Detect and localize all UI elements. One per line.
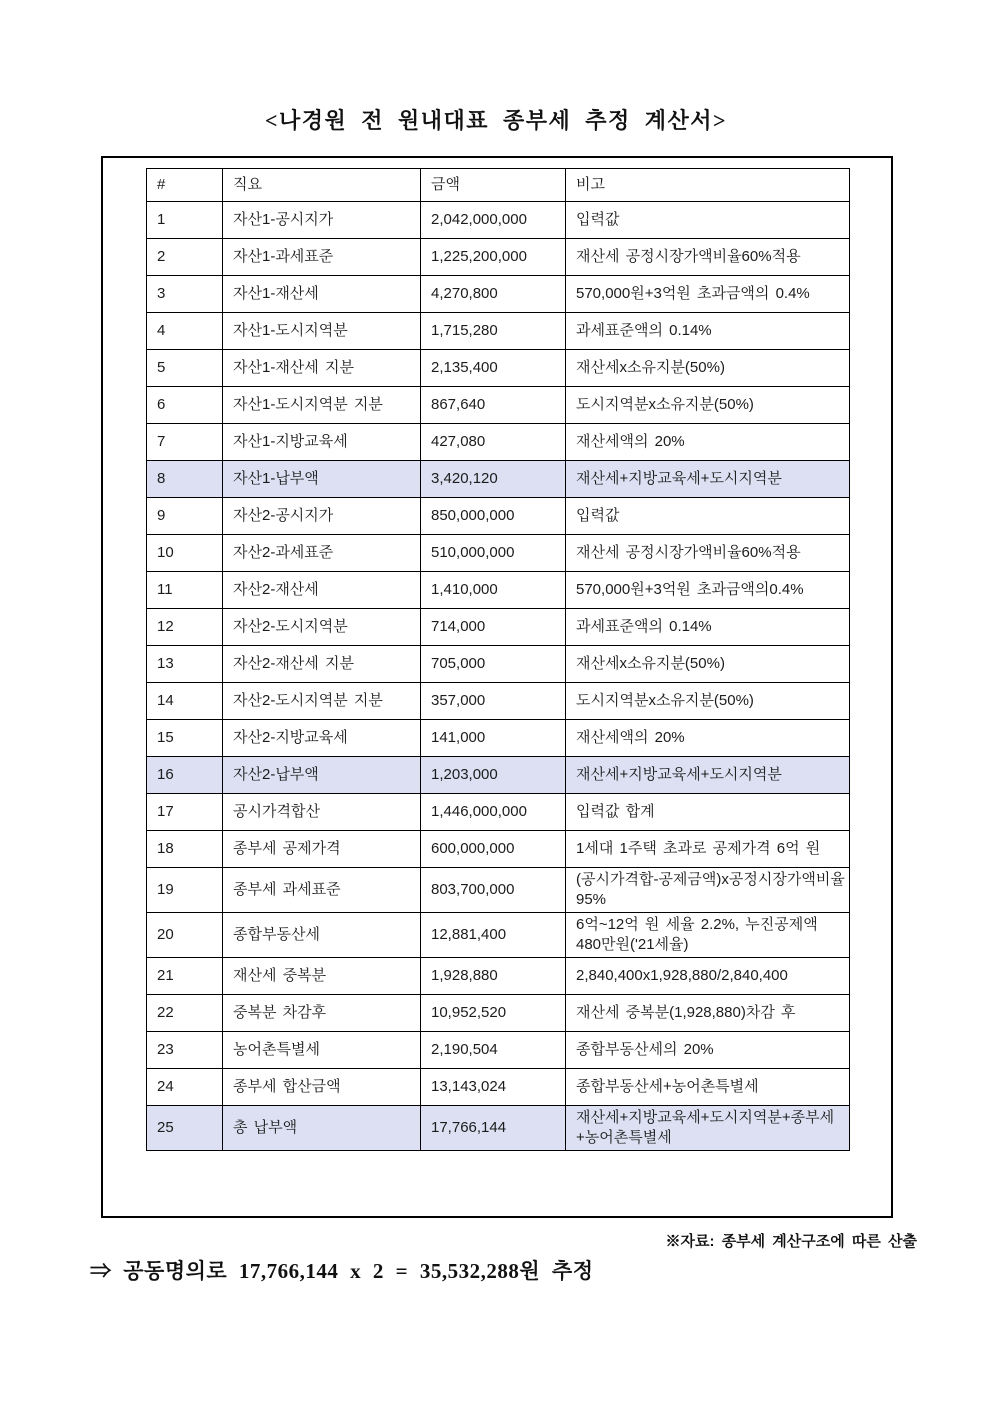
cell-note: 재산세 공정시장가액비율60%적용: [566, 535, 850, 572]
cell-item: 자산1-지방교육세: [223, 424, 421, 461]
cell-no: 15: [147, 720, 223, 757]
cell-item: 자산1-재산세 지분: [223, 350, 421, 387]
cell-note: 도시지역분x소유지분(50%): [566, 683, 850, 720]
cell-note: 입력값: [566, 202, 850, 239]
cell-amount: 2,135,400: [421, 350, 566, 387]
cell-note: 570,000원+3억원 초과금액의0.4%: [566, 572, 850, 609]
cell-amount: 867,640: [421, 387, 566, 424]
cell-note: 재산세 공정시장가액비율60%적용: [566, 239, 850, 276]
cell-item: 자산2-재산세 지분: [223, 646, 421, 683]
cell-no: 22: [147, 995, 223, 1032]
cell-note: 종합부동산세+농어촌특별세: [566, 1069, 850, 1106]
cell-no: 18: [147, 831, 223, 868]
cell-no: 4: [147, 313, 223, 350]
cell-item: 자산2-재산세: [223, 572, 421, 609]
summary-line: ⇒ 공동명의로 17,766,144 x 2 = 35,532,288원 추정: [90, 1259, 594, 1283]
cell-note: 재산세+지방교육세+도시지역분+종부세+농어촌특별세: [566, 1106, 850, 1151]
cell-no: 23: [147, 1032, 223, 1069]
table-row: [147, 572, 850, 609]
column-header-item: 직요: [223, 169, 421, 202]
cell-note: 570,000원+3억원 초과금액의 0.4%: [566, 276, 850, 313]
cell-no: 20: [147, 913, 223, 958]
cell-note: 재산세액의 20%: [566, 720, 850, 757]
cell-no: 10: [147, 535, 223, 572]
cell-item: 자산1-도시지역분 지분: [223, 387, 421, 424]
cell-amount: 714,000: [421, 609, 566, 646]
cell-no: 8: [147, 461, 223, 498]
cell-item: 자산1-공시지가: [223, 202, 421, 239]
table-row: [147, 995, 850, 1032]
cell-no: 19: [147, 868, 223, 913]
cell-note: 재산세+지방교육세+도시지역분: [566, 757, 850, 794]
cell-amount: 2,042,000,000: [421, 202, 566, 239]
table-row: [147, 794, 850, 831]
table-row: [147, 387, 850, 424]
source-note: ※자료: 종부세 계산구조에 따른 산출: [665, 1233, 917, 1250]
cell-amount: 1,410,000: [421, 572, 566, 609]
cell-amount: 1,928,880: [421, 958, 566, 995]
table-row: [147, 1032, 850, 1069]
cell-amount: 427,080: [421, 424, 566, 461]
cell-no: 12: [147, 609, 223, 646]
cell-item: 공시가격합산: [223, 794, 421, 831]
cell-no: 2: [147, 239, 223, 276]
cell-amount: 2,190,504: [421, 1032, 566, 1069]
table-header: [147, 169, 850, 202]
cell-amount: 510,000,000: [421, 535, 566, 572]
cell-item: 총 납부액: [223, 1106, 421, 1151]
table-row: [147, 1106, 850, 1151]
cell-note: 도시지역분x소유지분(50%): [566, 387, 850, 424]
cell-no: 11: [147, 572, 223, 609]
table-row: [147, 958, 850, 995]
table-row: [147, 461, 850, 498]
cell-no: 24: [147, 1069, 223, 1106]
table-row: [147, 276, 850, 313]
cell-note: 입력값: [566, 498, 850, 535]
cell-amount: 1,203,000: [421, 757, 566, 794]
cell-amount: 1,715,280: [421, 313, 566, 350]
table-row: [147, 239, 850, 276]
cell-item: 자산2-공시지가: [223, 498, 421, 535]
column-header-amount: 금액: [421, 169, 566, 202]
table-row: [147, 424, 850, 461]
cell-no: 1: [147, 202, 223, 239]
cell-item: 재산세 중복분: [223, 958, 421, 995]
cell-item: 농어촌특별세: [223, 1032, 421, 1069]
table-row: [147, 757, 850, 794]
cell-amount: 803,700,000: [421, 868, 566, 913]
cell-amount: 600,000,000: [421, 831, 566, 868]
cell-amount: 141,000: [421, 720, 566, 757]
table-row: [147, 913, 850, 958]
cell-amount: 17,766,144: [421, 1106, 566, 1151]
cell-no: 14: [147, 683, 223, 720]
cell-no: 25: [147, 1106, 223, 1151]
cell-no: 16: [147, 757, 223, 794]
table-row: [147, 683, 850, 720]
table-row: [147, 535, 850, 572]
cell-note: 과세표준액의 0.14%: [566, 313, 850, 350]
cell-item: 종부세 합산금액: [223, 1069, 421, 1106]
tax-calculation-table: [146, 168, 850, 1151]
cell-amount: 705,000: [421, 646, 566, 683]
cell-item: 자산1-납부액: [223, 461, 421, 498]
cell-item: 자산2-과세표준: [223, 535, 421, 572]
table-row: [147, 720, 850, 757]
cell-note: 입력값 합계: [566, 794, 850, 831]
cell-amount: 13,143,024: [421, 1069, 566, 1106]
cell-no: 6: [147, 387, 223, 424]
cell-amount: 12,881,400: [421, 913, 566, 958]
cell-item: 종합부동산세: [223, 913, 421, 958]
cell-amount: 1,446,000,000: [421, 794, 566, 831]
cell-note: 재산세+지방교육세+도시지역분: [566, 461, 850, 498]
cell-amount: 10,952,520: [421, 995, 566, 1032]
cell-amount: 850,000,000: [421, 498, 566, 535]
table-row: [147, 350, 850, 387]
cell-no: 21: [147, 958, 223, 995]
cell-item: 자산1-과세표준: [223, 239, 421, 276]
cell-item: 종부세 공제가격: [223, 831, 421, 868]
cell-note: 종합부동산세의 20%: [566, 1032, 850, 1069]
column-header-note: 비고: [566, 169, 850, 202]
cell-amount: 1,225,200,000: [421, 239, 566, 276]
table-body: [147, 202, 850, 1151]
cell-note: (공시가격합-공제금액)x공정시장가액비율 95%: [566, 868, 850, 913]
cell-item: 자산2-납부액: [223, 757, 421, 794]
cell-amount: 357,000: [421, 683, 566, 720]
table-row: [147, 646, 850, 683]
table-row: [147, 868, 850, 913]
cell-note: 재산세 중복분(1,928,880)차감 후: [566, 995, 850, 1032]
cell-note: 1세대 1주택 초과로 공제가격 6억 원: [566, 831, 850, 868]
cell-no: 17: [147, 794, 223, 831]
cell-note: 재산세액의 20%: [566, 424, 850, 461]
document-title: <나경원 전 원내대표 종부세 추정 계산서>: [264, 108, 728, 133]
header-row: [147, 169, 850, 202]
cell-no: 13: [147, 646, 223, 683]
table-row: [147, 313, 850, 350]
cell-item: 자산2-도시지역분 지분: [223, 683, 421, 720]
cell-note: 재산세x소유지분(50%): [566, 350, 850, 387]
cell-note: 2,840,400x1,928,880/2,840,400: [566, 958, 850, 995]
column-header-no: #: [147, 169, 223, 202]
cell-item: 자산1-재산세: [223, 276, 421, 313]
cell-item: 자산2-도시지역분: [223, 609, 421, 646]
table-row: [147, 1069, 850, 1106]
table-row: [147, 831, 850, 868]
cell-note: 과세표준액의 0.14%: [566, 609, 850, 646]
cell-item: 종부세 과세표준: [223, 868, 421, 913]
cell-no: 7: [147, 424, 223, 461]
cell-no: 9: [147, 498, 223, 535]
cell-note: 재산세x소유지분(50%): [566, 646, 850, 683]
cell-item: 자산2-지방교육세: [223, 720, 421, 757]
cell-no: 3: [147, 276, 223, 313]
cell-note: 6억~12억 원 세율 2.2%, 누진공제액 480만원('21세율): [566, 913, 850, 958]
cell-item: 중복분 차감후: [223, 995, 421, 1032]
cell-amount: 3,420,120: [421, 461, 566, 498]
cell-no: 5: [147, 350, 223, 387]
table-row: [147, 609, 850, 646]
cell-item: 자산1-도시지역분: [223, 313, 421, 350]
cell-amount: 4,270,800: [421, 276, 566, 313]
table-row: [147, 498, 850, 535]
table-row: [147, 202, 850, 239]
